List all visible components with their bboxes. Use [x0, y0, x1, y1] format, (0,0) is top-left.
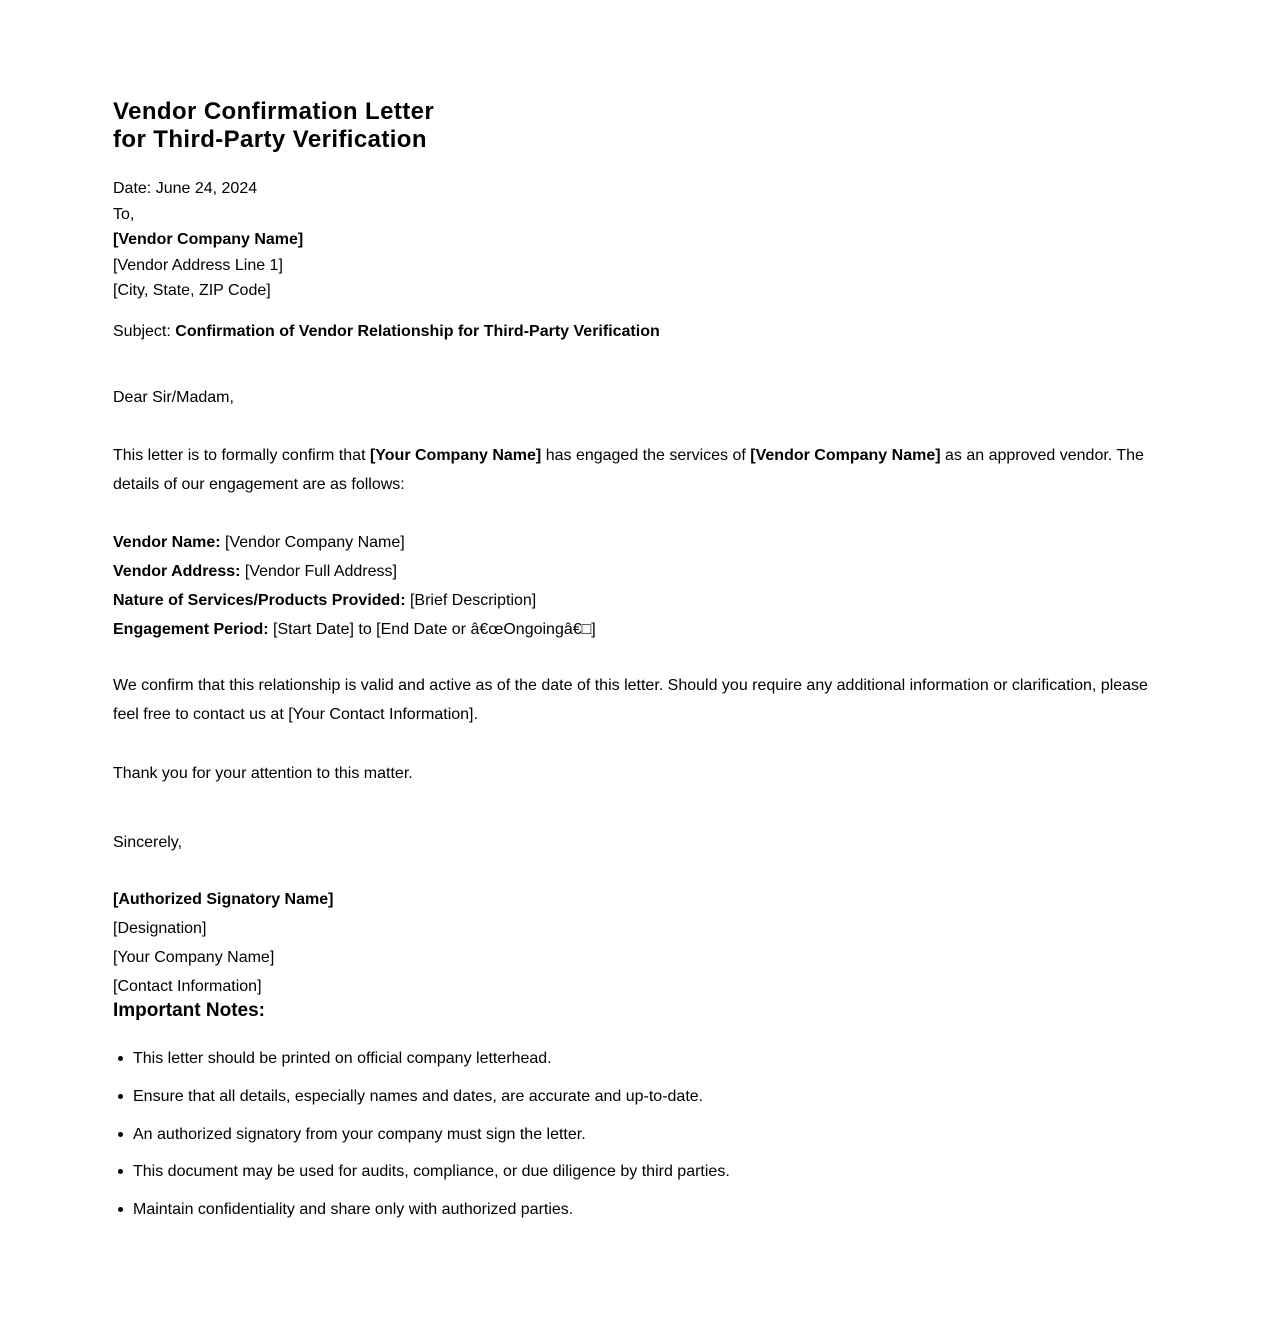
bullet-icon [118, 1094, 123, 1099]
note-text: Ensure that all details, especially names and dates, are accurate and up-to-date. [133, 1087, 704, 1105]
subject-text: Confirmation of Vendor Relationship for Third-Party Verification [175, 323, 660, 340]
detail-value: [Start Date] to [End Date or â€œOngoingâ€□] [268, 621, 596, 638]
title-line-2: for Third-Party Verification [113, 126, 427, 153]
signatory-contact: [Contact Information] [113, 978, 262, 995]
subject-label: Subject: [113, 323, 176, 340]
to-label: To, [113, 205, 135, 223]
detail-label: Nature of Services/Products Provided: [113, 592, 406, 609]
bullet-icon [118, 1132, 123, 1137]
detail-value: [Brief Description] [405, 592, 537, 609]
note-text: An authorized signatory from your company must sign the letter. [133, 1125, 586, 1143]
notes-heading: Important Notes: [113, 1000, 265, 1021]
engagement-details [113, 528, 596, 644]
note-text: Maintain confidentiality and share only with authorized parties. [133, 1201, 574, 1219]
subject-line [113, 321, 660, 343]
signatory-designation: [Designation] [113, 920, 207, 937]
intro-your-company: [Your Company Name] [369, 447, 542, 464]
detail-value: [Vendor Company Name] [220, 534, 405, 551]
salutation: Dear Sir/Madam, [113, 389, 234, 406]
intro-paragraph [113, 441, 1153, 499]
list-item [113, 1084, 730, 1110]
closing: Sincerely, [113, 834, 183, 851]
detail-vendor-address [113, 557, 596, 586]
letter-date: Date: June 24, 2024 [113, 180, 258, 197]
signatory-name: [Authorized Signatory Name] [113, 891, 334, 908]
intro-vendor-company: [Vendor Company Name] [750, 447, 941, 464]
vendor-company-name: [Vendor Company Name] [113, 231, 304, 248]
thanks-paragraph: Thank you for your attention to this matter. [113, 765, 413, 782]
list-item [113, 1197, 730, 1223]
note-text: This letter should be printed on official company letterhead. [133, 1050, 552, 1067]
confirmation-paragraph: We confirm that this relationship is valid and active as of the date of this letter. Should you require any additional information or clarification, please feel free to contact us at [Your Contact Information]. [113, 677, 1148, 723]
detail-vendor-name [113, 528, 596, 557]
detail-value: [Vendor Full Address] [240, 563, 397, 580]
intro-text-1: This letter is to formally confirm that [113, 447, 370, 464]
detail-engagement-period [113, 615, 596, 644]
intro-text-2: has engaged the services of [541, 447, 751, 464]
list-item [113, 1122, 730, 1148]
vendor-address-line: [Vendor Address Line 1] [113, 256, 283, 274]
detail-label: Vendor Name: [113, 534, 221, 551]
notes-list [113, 1046, 730, 1235]
signatory-company: [Your Company Name] [113, 949, 275, 966]
detail-label: Vendor Address: [113, 563, 241, 580]
detail-nature-of-services [113, 586, 596, 615]
bullet-icon [118, 1056, 123, 1061]
title-line-1: Vendor Confirmation Letter [113, 98, 435, 125]
document-title [113, 98, 434, 154]
signature-block [113, 885, 333, 1001]
list-item [113, 1159, 730, 1185]
city-state-zip: [City, State, ZIP Code] [113, 282, 271, 299]
recipient-block [113, 176, 303, 304]
bullet-icon [118, 1169, 123, 1174]
intro-text-3: as an approved vendor. The details of our engagement are as follows: [113, 447, 1144, 493]
bullet-icon [118, 1207, 123, 1212]
list-item [113, 1046, 730, 1072]
note-text: This document may be used for audits, compliance, or due diligence by third parties. [133, 1163, 730, 1181]
detail-label: Engagement Period: [113, 621, 269, 638]
